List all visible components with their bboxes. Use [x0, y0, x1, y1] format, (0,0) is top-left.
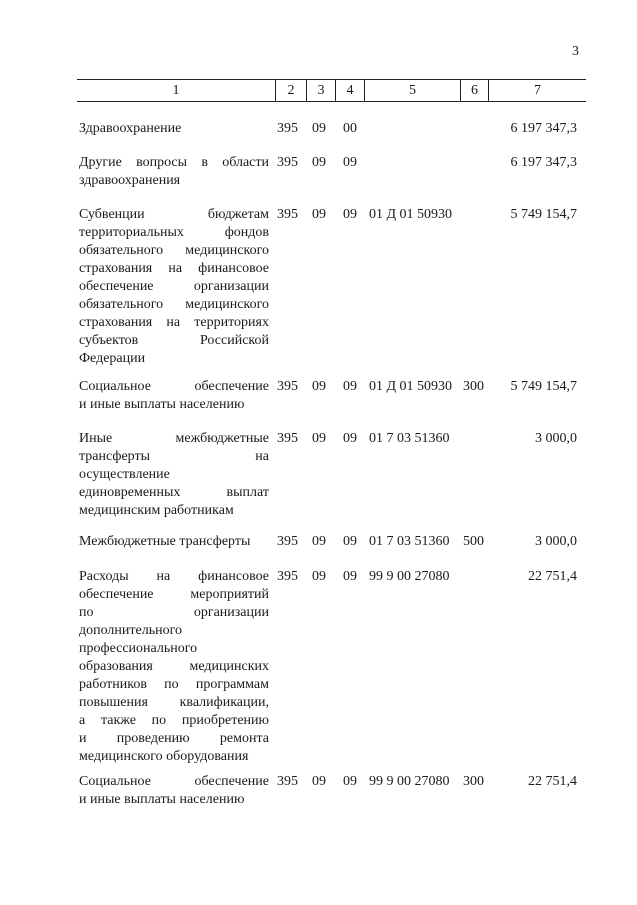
row-name-line: и иные выплаты населению	[79, 792, 245, 807]
header-col-7: 7	[488, 80, 586, 101]
row-cell-c3: 09	[312, 774, 326, 789]
row-name-line: обеспечение организации	[79, 279, 269, 294]
row-name	[79, 206, 269, 368]
row-name	[79, 378, 269, 414]
row-name-line: Иные межбюджетные	[79, 431, 269, 446]
row-cell-c4: 09	[343, 431, 357, 446]
row-name-line: страхования на территориях	[79, 315, 269, 330]
header-col-1: 1	[172, 83, 180, 98]
row-name	[79, 533, 269, 551]
row-cell-c7: 6 197 347,3	[510, 155, 577, 170]
row-cell-c4: 00	[343, 121, 357, 136]
row-name-line: дополнительного	[79, 623, 182, 638]
table-header	[77, 79, 586, 102]
row-cell-c5: 01 7 03 51360	[369, 431, 450, 446]
row-name-line: а также по приобретению	[79, 713, 269, 728]
row-cell-c3: 09	[312, 379, 326, 394]
row-name	[79, 568, 269, 766]
row-cell-c2: 395	[277, 431, 298, 446]
row-name-line: медицинского оборудования	[79, 749, 249, 764]
row-name-line: и проведению ремонта	[79, 731, 269, 746]
row-name-line: страхования на финансовое	[79, 261, 269, 276]
row-cell-c7: 5 749 154,7	[510, 207, 577, 222]
row-cell-c2: 395	[277, 774, 298, 789]
row-cell-c5: 01 Д 01 50930	[369, 379, 453, 394]
header-col-2: 2	[275, 80, 306, 101]
row-cell-c2: 395	[277, 207, 298, 222]
header-col-5: 5	[364, 80, 460, 101]
row-cell-c4: 09	[343, 534, 357, 549]
row-name-line: Здравоохранение	[79, 121, 182, 136]
row-name-line: Субвенции бюджетам	[79, 207, 269, 222]
row-name-line: Расходы на финансовое	[79, 569, 269, 584]
row-cell-c7: 22 751,4	[528, 569, 577, 584]
row-name-line: единовременных выплат	[79, 485, 269, 500]
row-name-line: повышения квалификации,	[79, 695, 269, 710]
row-name-line: субъектов Российской	[79, 333, 269, 348]
row-cell-c2: 395	[277, 569, 298, 584]
row-cell-c4: 09	[343, 207, 357, 222]
row-name	[79, 430, 269, 520]
row-cell-c2: 395	[277, 155, 298, 170]
row-cell-c6: 300	[463, 379, 484, 394]
row-cell-c3: 09	[312, 207, 326, 222]
row-name-line: по организации	[79, 605, 269, 620]
row-name-line: образования медицинских	[79, 659, 269, 674]
row-cell-c2: 395	[277, 379, 298, 394]
row-name-line: Социальное обеспечение	[79, 774, 269, 789]
row-cell-c4: 09	[343, 379, 357, 394]
row-name-line: здравоохранения	[79, 173, 181, 188]
row-cell-c7: 6 197 347,3	[510, 121, 577, 136]
row-name-line: трансферты на	[79, 449, 269, 464]
header-col-3: 3	[306, 80, 335, 101]
row-cell-c4: 09	[343, 155, 357, 170]
row-name-line: работников по программам	[79, 677, 269, 692]
row-cell-c3: 09	[312, 155, 326, 170]
row-cell-c2: 395	[277, 534, 298, 549]
row-name-line: Межбюджетные трансферты	[79, 534, 251, 549]
row-cell-c5: 99 9 00 27080	[369, 774, 450, 789]
row-name	[79, 773, 269, 809]
row-name-line: осуществление	[79, 467, 170, 482]
row-cell-c6: 300	[463, 774, 484, 789]
row-name	[79, 154, 269, 190]
header-col-4: 4	[335, 80, 364, 101]
row-name-line: обязательного медицинского	[79, 297, 269, 312]
row-cell-c4: 09	[343, 774, 357, 789]
row-cell-c5: 01 Д 01 50930	[369, 207, 453, 222]
row-name-line: обеспечение мероприятий	[79, 587, 269, 602]
row-cell-c5: 99 9 00 27080	[369, 569, 450, 584]
row-name-line: территориальных фондов	[79, 225, 269, 240]
page-number: 3	[572, 44, 579, 59]
row-name-line: обязательного медицинского	[79, 243, 269, 258]
row-cell-c3: 09	[312, 534, 326, 549]
row-cell-c4: 09	[343, 569, 357, 584]
row-cell-c2: 395	[277, 121, 298, 136]
row-name-line: Федерации	[79, 351, 146, 366]
row-cell-c3: 09	[312, 569, 326, 584]
row-name-line: Социальное обеспечение	[79, 379, 269, 394]
row-cell-c6: 500	[463, 534, 484, 549]
row-cell-c7: 3 000,0	[535, 431, 577, 446]
row-cell-c3: 09	[312, 121, 326, 136]
row-name-line: Другие вопросы в области	[79, 155, 269, 170]
row-cell-c5: 01 7 03 51360	[369, 534, 450, 549]
row-name-line: профессионального	[79, 641, 198, 656]
row-cell-c7: 5 749 154,7	[510, 379, 577, 394]
row-cell-c3: 09	[312, 431, 326, 446]
header-col-6: 6	[460, 80, 488, 101]
row-cell-c7: 22 751,4	[528, 774, 577, 789]
row-cell-c7: 3 000,0	[535, 534, 577, 549]
row-name	[79, 120, 269, 138]
row-name-line: и иные выплаты населению	[79, 397, 245, 412]
row-name-line: медицинским работникам	[79, 503, 234, 518]
